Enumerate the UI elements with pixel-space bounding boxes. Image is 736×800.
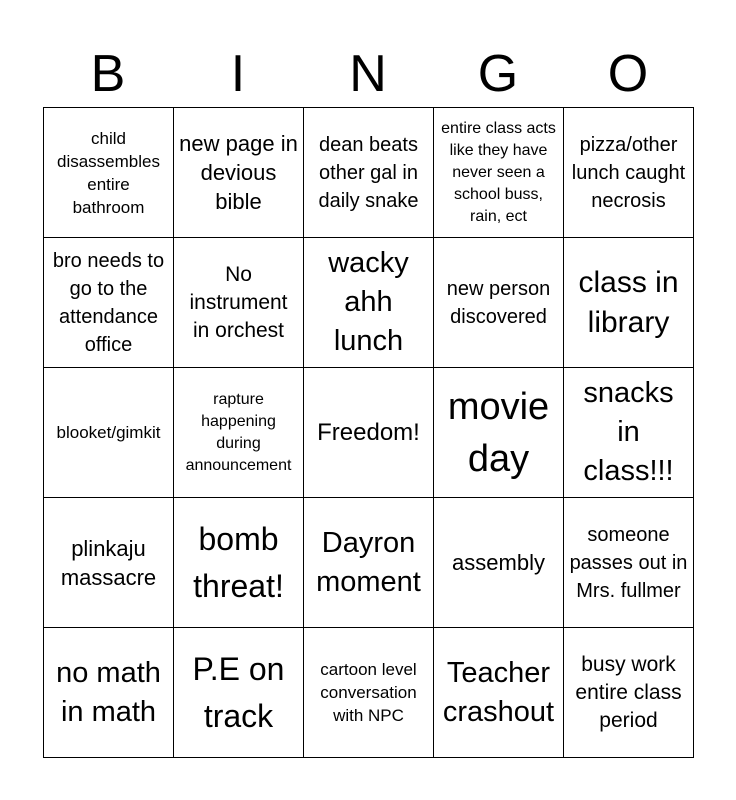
cell-text: bro needs to go to the attendance office [52,249,165,356]
bingo-cell[interactable] [174,108,304,238]
cell-text: new page in devious bible [179,131,298,214]
bingo-cell[interactable] [174,368,304,498]
bingo-cell[interactable] [304,238,434,368]
bingo-cell[interactable] [44,368,174,498]
bingo-cell[interactable] [174,238,304,368]
bingo-cell[interactable] [564,498,694,628]
bingo-cell[interactable] [44,628,174,758]
cell-text: cartoon level conversation with NPC [320,660,417,725]
bingo-cell[interactable] [44,238,174,368]
header-letter-b: B [90,45,126,103]
cell-text: plinkaju massacre [60,535,157,590]
cell-text: blooket/gimkit [56,423,161,442]
cell-text: P.E on track [192,650,285,734]
bingo-cell[interactable] [434,628,564,758]
cell-text: bomb threat! [193,520,284,604]
cell-text: someone passes out in Mrs. fullmer [569,523,688,602]
bingo-board [43,107,694,758]
cell-text: rapture happening during announcement [185,390,292,474]
bingo-header [43,40,693,108]
bingo-cell[interactable] [44,108,174,238]
cell-text: dean beats other gal in daily snake [318,133,419,212]
bingo-cell[interactable] [564,108,694,238]
header-letter-n: N [349,45,387,103]
cell-text: Freedom! [317,419,420,446]
bingo-cell[interactable] [44,498,174,628]
cell-text: wacky ahh lunch [328,247,409,357]
bingo-cell[interactable] [564,238,694,368]
cell-text: busy work entire class period [575,652,682,732]
bingo-cell[interactable] [304,498,434,628]
bingo-cell[interactable] [304,628,434,758]
cell-text: entire class acts like they have never seen a school buss, rain, ect [441,119,556,225]
cell-text: movie day [447,385,550,480]
cell-text: Dayron moment [316,526,421,598]
bingo-cell[interactable] [174,628,304,758]
header-letter-o: O [607,45,649,103]
cell-text: pizza/other lunch caught necrosis [571,133,686,212]
bingo-cell[interactable] [434,368,564,498]
bingo-cell[interactable] [304,108,434,238]
cell-text: no math in math [56,656,161,728]
bingo-cell[interactable] [434,108,564,238]
header-letter-i: I [230,45,246,103]
bingo-cell[interactable] [564,628,694,758]
cell-text: class in library [578,265,679,339]
cell-text: snacks in class!!! [583,377,674,487]
header-letter-g: G [477,45,519,103]
cell-text: Teacher crashout [442,656,555,728]
bingo-cell[interactable] [564,368,694,498]
cell-text: new person discovered [446,277,551,328]
cell-text: No instrument in orchest [189,262,288,342]
bingo-cell[interactable] [434,238,564,368]
cell-text: assembly [452,550,545,575]
bingo-cell[interactable] [304,368,434,498]
bingo-cell[interactable] [174,498,304,628]
bingo-cell[interactable] [434,498,564,628]
cell-text: child disassembles entire bathroom [57,128,160,217]
